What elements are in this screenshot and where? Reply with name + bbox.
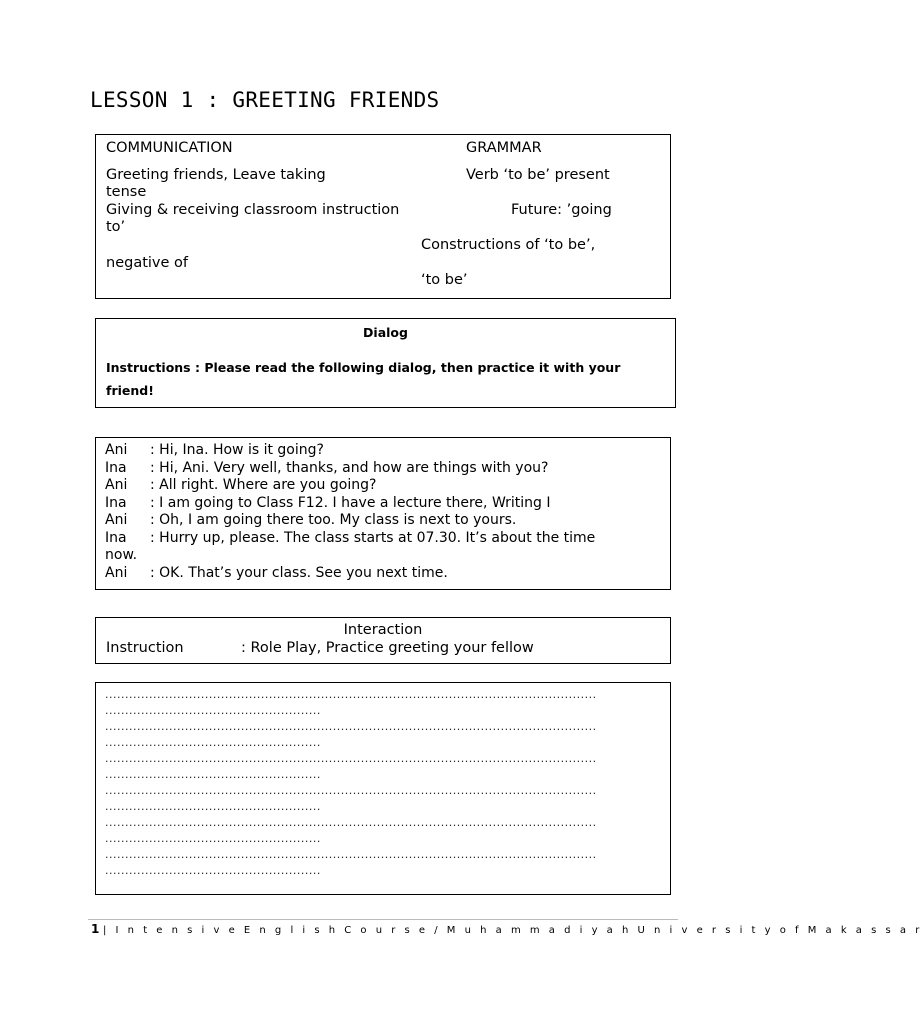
topic-line: to’ [106, 219, 126, 235]
dialog-line [105, 495, 665, 513]
dialog-speaker: Ani [105, 512, 128, 528]
dialog-line [105, 442, 665, 460]
interaction-heading: Interaction [343, 622, 423, 638]
dialog-instructions-box [95, 318, 676, 408]
dialog-box [95, 437, 671, 590]
answer-lines [105, 687, 597, 879]
answer-dotted-line: ...................................................... [105, 864, 321, 877]
dialog-text: : Hurry up, please. The class starts at 07.30. It’s about the time [150, 529, 596, 546]
dialog-speaker: Ani [105, 477, 128, 493]
dialog-text: now. [105, 547, 138, 563]
dialog-text: : Hi, Ani. Very well, thanks, and how are things with you? [150, 459, 549, 476]
dialog-speaker: Ani [105, 442, 128, 458]
dialog-line [105, 547, 665, 565]
topics-box [95, 134, 671, 299]
dialog-line [105, 530, 665, 548]
dialog-instruction-line: friend! [106, 383, 154, 398]
topic-line: Verb ‘to be’ present [466, 167, 610, 183]
dialog-line [105, 512, 665, 530]
answer-dotted-line: ........................................................................................................................... [105, 816, 597, 829]
answer-dotted-line: ........................................................................................................................... [105, 784, 597, 797]
dialog-speaker: Ina [105, 459, 127, 476]
dialog-instruction-line: Instructions : Please read the following dialog, then practice it with your [106, 360, 621, 375]
dialog-heading: Dialog [363, 325, 408, 340]
communication-header: COMMUNICATION [106, 140, 233, 156]
dialog-speaker: Ani [105, 564, 128, 581]
answer-dotted-line: ...................................................... [105, 768, 321, 781]
answer-dotted-line: ...................................................... [105, 832, 321, 845]
footer-page-number: 1 [91, 922, 100, 936]
topic-line: Constructions of ‘to be’, [421, 237, 596, 253]
answer-dotted-line: ........................................................................................................................... [105, 752, 597, 765]
dialog-text: : All right. Where are you going? [150, 477, 377, 493]
dialog-line [105, 477, 665, 495]
dialog-list [105, 442, 665, 582]
interaction-instruction-text: : Role Play, Practice greeting your fellow [241, 640, 534, 656]
answer-dotted-line: ........................................................................................................................... [105, 848, 597, 861]
answer-dotted-line: ...................................................... [105, 800, 321, 813]
dialog-speaker: Ina [105, 494, 127, 511]
dialog-line [105, 460, 665, 478]
dialog-text: : OK. That’s your class. See you next time. [150, 564, 448, 581]
answer-dotted-line: ........................................................................................................................... [105, 688, 597, 701]
lesson-title: LESSON 1 : GREETING FRIENDS [90, 88, 440, 112]
topic-line: Giving & receiving classroom instruction [106, 202, 400, 218]
dialog-speaker: Ina [105, 529, 127, 546]
dialog-text: : I am going to Class F12. I have a lecture there, Writing I [150, 494, 551, 511]
answer-box [95, 682, 671, 895]
answer-dotted-line: ........................................................................................................................... [105, 720, 597, 733]
topic-line: Future: ’going [511, 202, 612, 218]
topic-line: tense [106, 184, 147, 200]
dialog-text: : Hi, Ina. How is it going? [150, 442, 324, 458]
footer-text: | I n t e n s i v e E n g l i s h C o u r s e / M u h a m m a d i y a h U n i v e r s i t y o f M a k a s s a r [103, 925, 922, 936]
answer-dotted-line: ...................................................... [105, 736, 321, 749]
grammar-header: GRAMMAR [466, 140, 542, 156]
answer-dotted-line: ...................................................... [105, 704, 321, 717]
dialog-line [105, 565, 665, 583]
topic-line: negative of [106, 255, 189, 271]
topic-line: ‘to be’ [421, 272, 468, 288]
interaction-box [95, 617, 671, 664]
interaction-instruction-label: Instruction [106, 640, 184, 656]
dialog-text: : Oh, I am going there too. My class is next to yours. [150, 512, 517, 528]
topic-line: Greeting friends, Leave taking [106, 167, 326, 183]
footer-divider [88, 919, 678, 920]
